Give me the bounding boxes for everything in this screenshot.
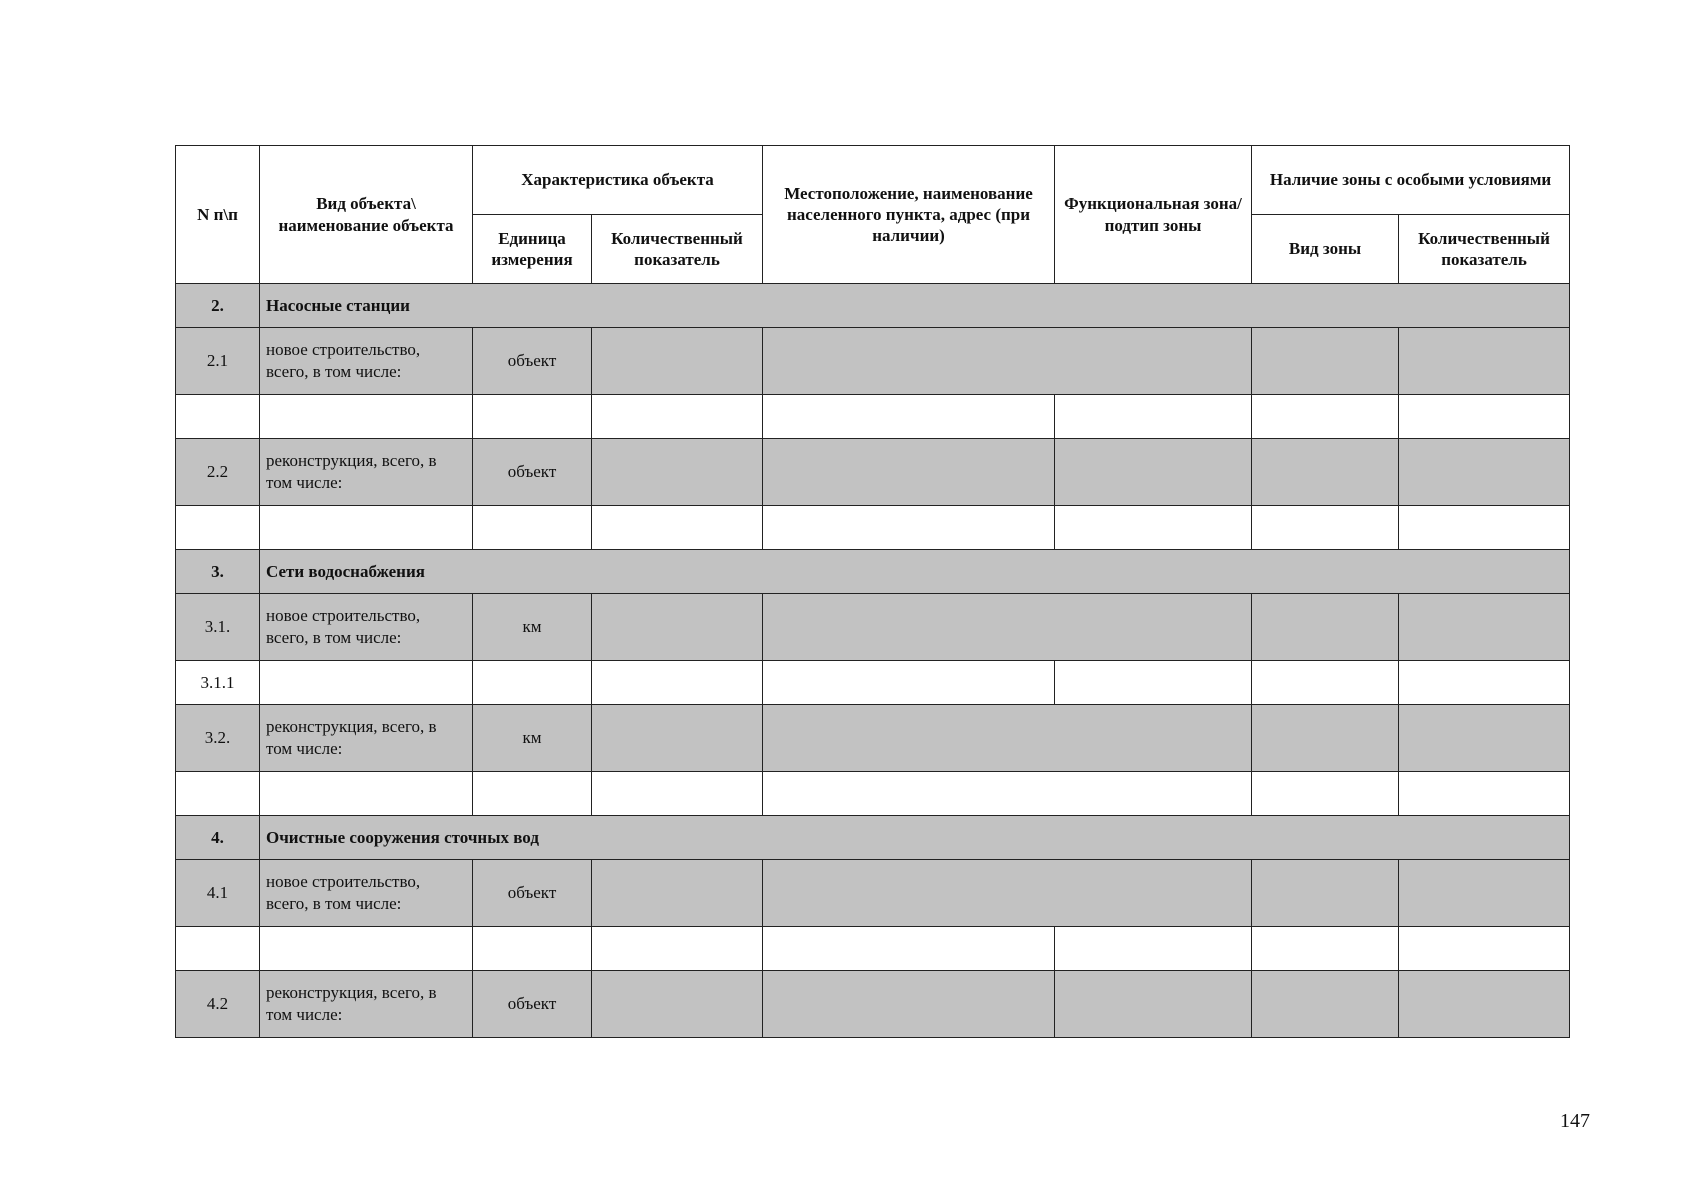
section-row — [176, 284, 1570, 328]
item-number: 3.1. — [176, 594, 260, 661]
item-unit: объект — [473, 439, 592, 506]
item-unit: объект — [473, 860, 592, 927]
section-title: Очистные сооружения сточных вод — [260, 816, 1570, 860]
table-row — [176, 328, 1570, 395]
header-functional-zone: Функциональная зона/ подтип зоны — [1055, 146, 1252, 284]
planned-objects-table — [175, 145, 1570, 1038]
section-number: 3. — [176, 550, 260, 594]
item-name: новое строительство, всего, в том числе: — [260, 328, 473, 395]
item-number: 4.2 — [176, 971, 260, 1038]
section-title: Насосные станции — [260, 284, 1570, 328]
table-row — [176, 860, 1570, 927]
table-row — [176, 506, 1570, 550]
cell — [1399, 328, 1570, 395]
table-row — [176, 439, 1570, 506]
item-unit: объект — [473, 328, 592, 395]
item-name: новое строительство, всего, в том числе: — [260, 860, 473, 927]
item-name: реконструкция, всего, в том числе: — [260, 705, 473, 772]
item-number: 2.2 — [176, 439, 260, 506]
section-row — [176, 550, 1570, 594]
table-row — [176, 395, 1570, 439]
header-zone-quantity: Количественный показатель — [1399, 215, 1570, 284]
item-unit: объект — [473, 971, 592, 1038]
item-number: 4.1 — [176, 860, 260, 927]
header-unit: Единица измерения — [473, 215, 592, 284]
header-special-zone: Наличие зоны с особыми условиями — [1252, 146, 1570, 215]
item-number: 2.1 — [176, 328, 260, 395]
table-row — [176, 772, 1570, 816]
item-unit: км — [473, 594, 592, 661]
section-number: 4. — [176, 816, 260, 860]
header-location: Местоположение, наименование населенного пункта, адрес (при наличии) — [763, 146, 1055, 284]
item-name: реконструкция, всего, в том числе: — [260, 971, 473, 1038]
header-quantity: Количественный показатель — [592, 215, 763, 284]
table-row — [176, 927, 1570, 971]
cell — [763, 328, 1252, 395]
section-title: Сети водоснабжения — [260, 550, 1570, 594]
sub-item-number: 3.1.1 — [176, 661, 260, 705]
cell — [1252, 328, 1399, 395]
table-row — [176, 661, 1570, 705]
cell — [592, 328, 763, 395]
item-unit: км — [473, 705, 592, 772]
item-name: реконструкция, всего, в том числе: — [260, 439, 473, 506]
table-row — [176, 705, 1570, 772]
item-number: 3.2. — [176, 705, 260, 772]
header-zone-type: Вид зоны — [1252, 215, 1399, 284]
section-row — [176, 816, 1570, 860]
table-row — [176, 971, 1570, 1038]
item-name: новое строительство, всего, в том числе: — [260, 594, 473, 661]
header-object-name: Вид объекта\ наименование объекта — [260, 146, 473, 284]
header-num: N п\п — [176, 146, 260, 284]
header-characteristic: Характеристика объекта — [473, 146, 763, 215]
section-number: 2. — [176, 284, 260, 328]
page-number: 147 — [1560, 1110, 1590, 1132]
table-row — [176, 594, 1570, 661]
